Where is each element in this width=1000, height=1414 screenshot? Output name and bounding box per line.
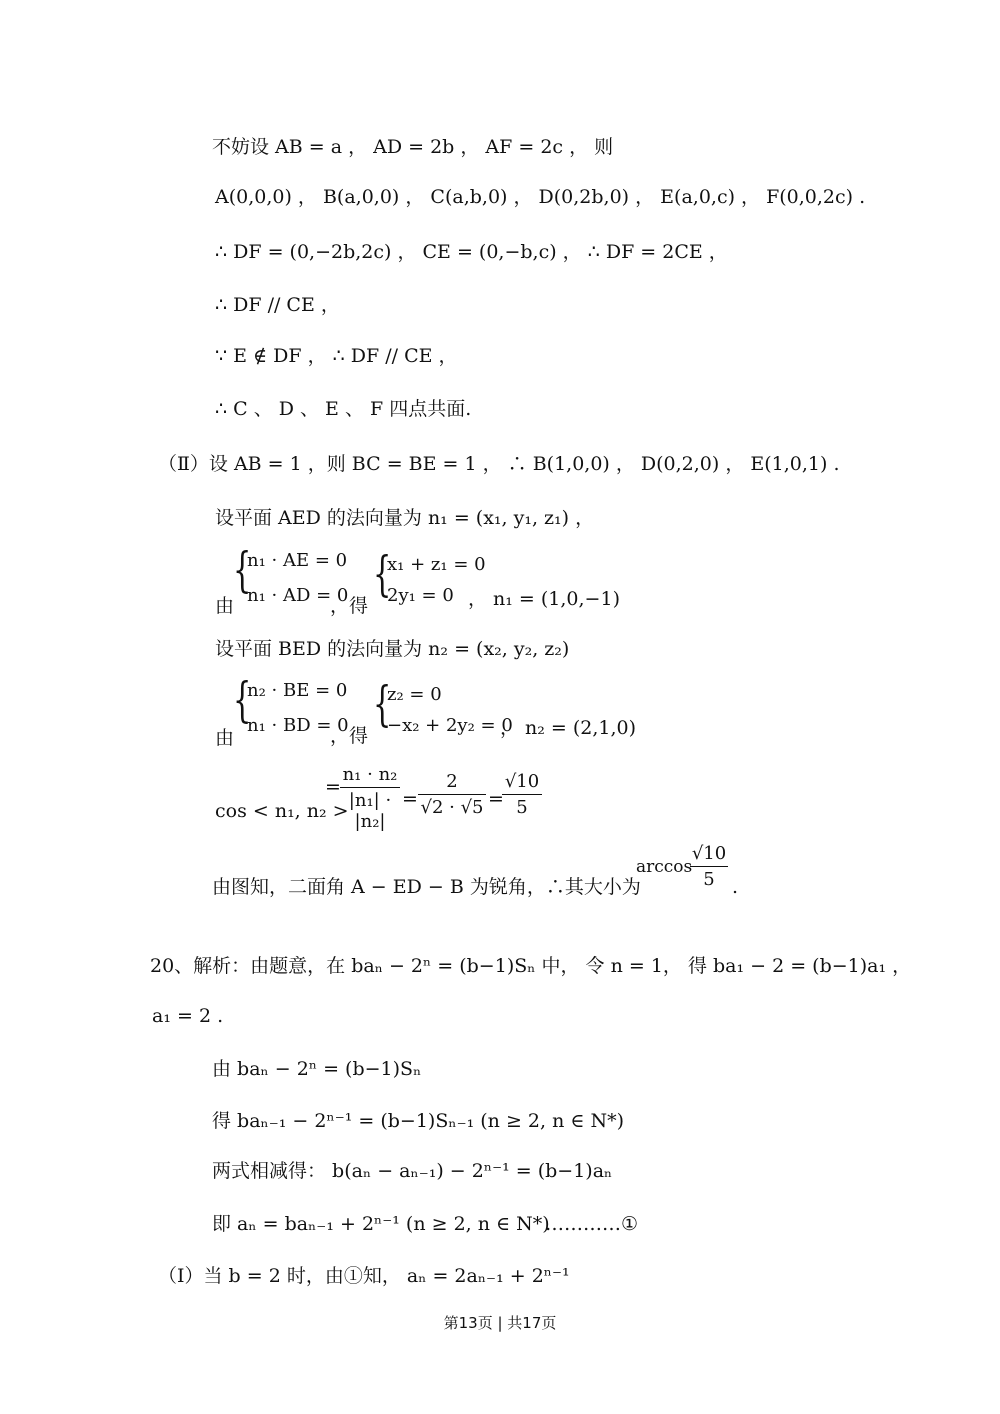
arccos-end: . xyxy=(732,876,739,898)
sys1-eq1: n₁ · AE = 0 xyxy=(247,550,348,571)
line-recurrence: 即 aₙ = baₙ₋₁ + 2ⁿ⁻¹ (n ≥ 2, n ∈ N*) xyxy=(212,1213,550,1235)
line-normal-aed: 设平面 AED 的法向量为 n₁ = (x₁, y₁, z₁) ， xyxy=(215,507,595,529)
brace-icon: { xyxy=(233,672,252,728)
line-part2-setup: （Ⅱ）设 AB = 1 ，则 BC = BE = 1 ， ∴ B(1,0,0) ， D(0,2,0) ， E(1,0,1) . xyxy=(158,453,840,475)
sys2-eq2: 2y₁ = 0 xyxy=(387,585,454,606)
sys3-result: ， n₂ = (2,1,0) xyxy=(500,717,637,739)
line-from: 由 baₙ − 2ⁿ = (b−1)Sₙ xyxy=(212,1058,422,1080)
line-parallel-vec: ∴ DF // CE ， xyxy=(215,294,340,316)
arccos-frac xyxy=(690,843,728,890)
line-a1: a₁ = 2 . xyxy=(152,1005,224,1027)
cos-frac3-den: 5 xyxy=(516,797,528,818)
recurrence-mark: …………① xyxy=(545,1213,639,1235)
arccos-num: √10 xyxy=(691,843,727,864)
sys2-eq1: x₁ + z₁ = 0 xyxy=(387,554,486,575)
line-problem20: 20、解析：由题意，在 baₙ − 2ⁿ = (b−1)Sₙ 中， 令 n = 1， 得 ba₁ − 2 = (b−1)a₁ ， xyxy=(150,955,912,977)
sys3-prefix: 由 xyxy=(215,727,235,749)
cos-eq3: = xyxy=(488,788,504,810)
arccos-den: 5 xyxy=(703,869,715,890)
line-subtract: 两式相减得： b(aₙ − aₙ₋₁) − 2ⁿ⁻¹ = (b−1)aₙ xyxy=(212,1160,613,1182)
line-dihedral: 由图知，二面角 A − ED − B 为锐角，∴其大小为 xyxy=(212,876,641,898)
cos-frac1-den: |n₁| · |n₂| xyxy=(348,790,392,832)
line-part1: （Ⅰ）当 b = 2 时，由①知， aₙ = 2aₙ₋₁ + 2ⁿ⁻¹ xyxy=(158,1265,570,1287)
cos-lhs: cos < n₁, n₂ > xyxy=(215,800,349,822)
cos-frac2 xyxy=(418,771,486,818)
cos-frac2-num: 2 xyxy=(446,771,458,792)
brace-icon: { xyxy=(373,676,392,732)
sys1-mid: ，得 xyxy=(330,595,369,617)
cos-frac3 xyxy=(502,771,542,818)
sys3-eq2: n₁ · BD = 0 xyxy=(247,715,349,736)
cos-frac2-den: √2 · √5 xyxy=(420,797,484,818)
line-get: 得 baₙ₋₁ − 2ⁿ⁻¹ = (b−1)Sₙ₋₁ (n ≥ 2, n ∈ N*) xyxy=(212,1110,624,1132)
brace-icon: { xyxy=(233,542,252,598)
line-parallel-lines: ∵ E ∉ DF ， ∴ DF // CE ， xyxy=(215,345,458,367)
brace-icon: { xyxy=(373,546,392,602)
line-coordinates: A(0,0,0) ， B(a,0,0) ， C(a,b,0) ， D(0,2b,0) ， E(a,0,c) ， F(0,0,2c) . xyxy=(215,186,866,208)
line-vectors: ∴ DF = (0,−2b,2c) ， CE = (0,−b,c) ， ∴ DF = 2CE ， xyxy=(215,241,728,263)
sys1-prefix: 由 xyxy=(215,595,235,617)
cos-frac1-num: n₁ · n₂ xyxy=(342,764,398,785)
cos-frac3-num: √10 xyxy=(504,771,540,792)
sys1-result: ， n₁ = (1,0,−1) xyxy=(468,588,620,610)
sys3-mid: ，得 xyxy=(330,725,369,747)
sys1-eq2: n₁ · AD = 0 xyxy=(247,585,349,606)
sys4-eq2: −x₂ + 2y₂ = 0 xyxy=(387,715,513,736)
line-normal-bed: 设平面 BED 的法向量为 n₂ = (x₂, y₂, z₂) xyxy=(215,638,570,660)
line-assume: 不妨设 AB = a ， AD = 2b ， AF = 2c ， 则 xyxy=(212,136,614,158)
page-footer: 第13页 | 共17页 xyxy=(443,1314,557,1332)
cos-eq2: = xyxy=(402,788,418,810)
line-coplanar: ∴ C 、 D 、 E 、 F 四点共面. xyxy=(215,398,472,420)
sys4-eq1: z₂ = 0 xyxy=(387,684,442,705)
sys3-eq1: n₂ · BE = 0 xyxy=(247,680,348,701)
arccos-label: arccos xyxy=(636,857,693,877)
cos-eq1: = xyxy=(325,776,341,798)
cos-frac1 xyxy=(340,764,400,832)
